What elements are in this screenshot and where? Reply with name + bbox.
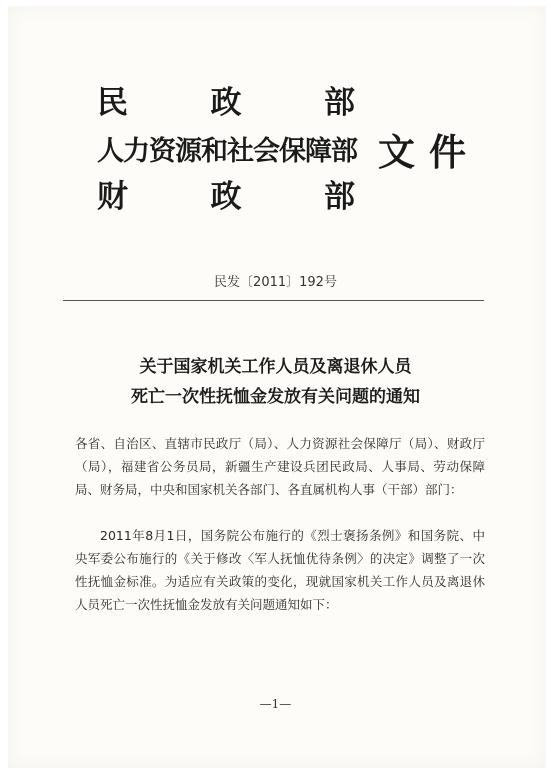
ministry-char: 民 <box>97 85 128 121</box>
document-number: 民发〔2011〕192号 <box>214 275 337 290</box>
ministry-char: 财 <box>97 179 128 215</box>
ministry-char: 部 <box>324 85 355 121</box>
document-label-char: 件 <box>429 130 466 174</box>
page-number: —1— <box>259 697 292 711</box>
body-paragraph: 2011年8月1日，国务院公布施行的《烈士褒扬条例》和国务院、中央军委公布施行的《关于修改〈军人抚恤优待条例〉的决定》调整了一次性抚恤金标准。为适应有关政策的变化，现就国家机关工作人员及离退休人员死亡一次性抚恤金发放有关问题通知如下： <box>75 528 485 612</box>
ministry-civil-affairs <box>97 85 355 121</box>
ministry-finance <box>97 179 355 215</box>
document-label-char: 文 <box>378 130 415 174</box>
document-label <box>378 130 466 174</box>
ministry-char: 政 <box>210 179 242 215</box>
addressee-paragraph: 各省、自治区、直辖市民政厅（局）、人力资源社会保障厅（局）、财政厅（局），福建省公务员局，新疆生产建设兵团民政局、人事局、劳动保障局、财务局，中央和国家机关各部门、各直属机构人事（干部）部门： <box>75 436 485 497</box>
document-title-line-1: 关于国家机关工作人员及离退休人员 <box>139 357 412 377</box>
header-divider <box>63 300 484 301</box>
ministry-char: 部 <box>324 179 355 215</box>
ministry-char: 政 <box>210 85 242 121</box>
document-title-line-2: 死亡一次性抚恤金发放有关问题的通知 <box>131 387 420 407</box>
ministry-hr-social-security: 人力资源和社会保障部 <box>97 136 357 167</box>
